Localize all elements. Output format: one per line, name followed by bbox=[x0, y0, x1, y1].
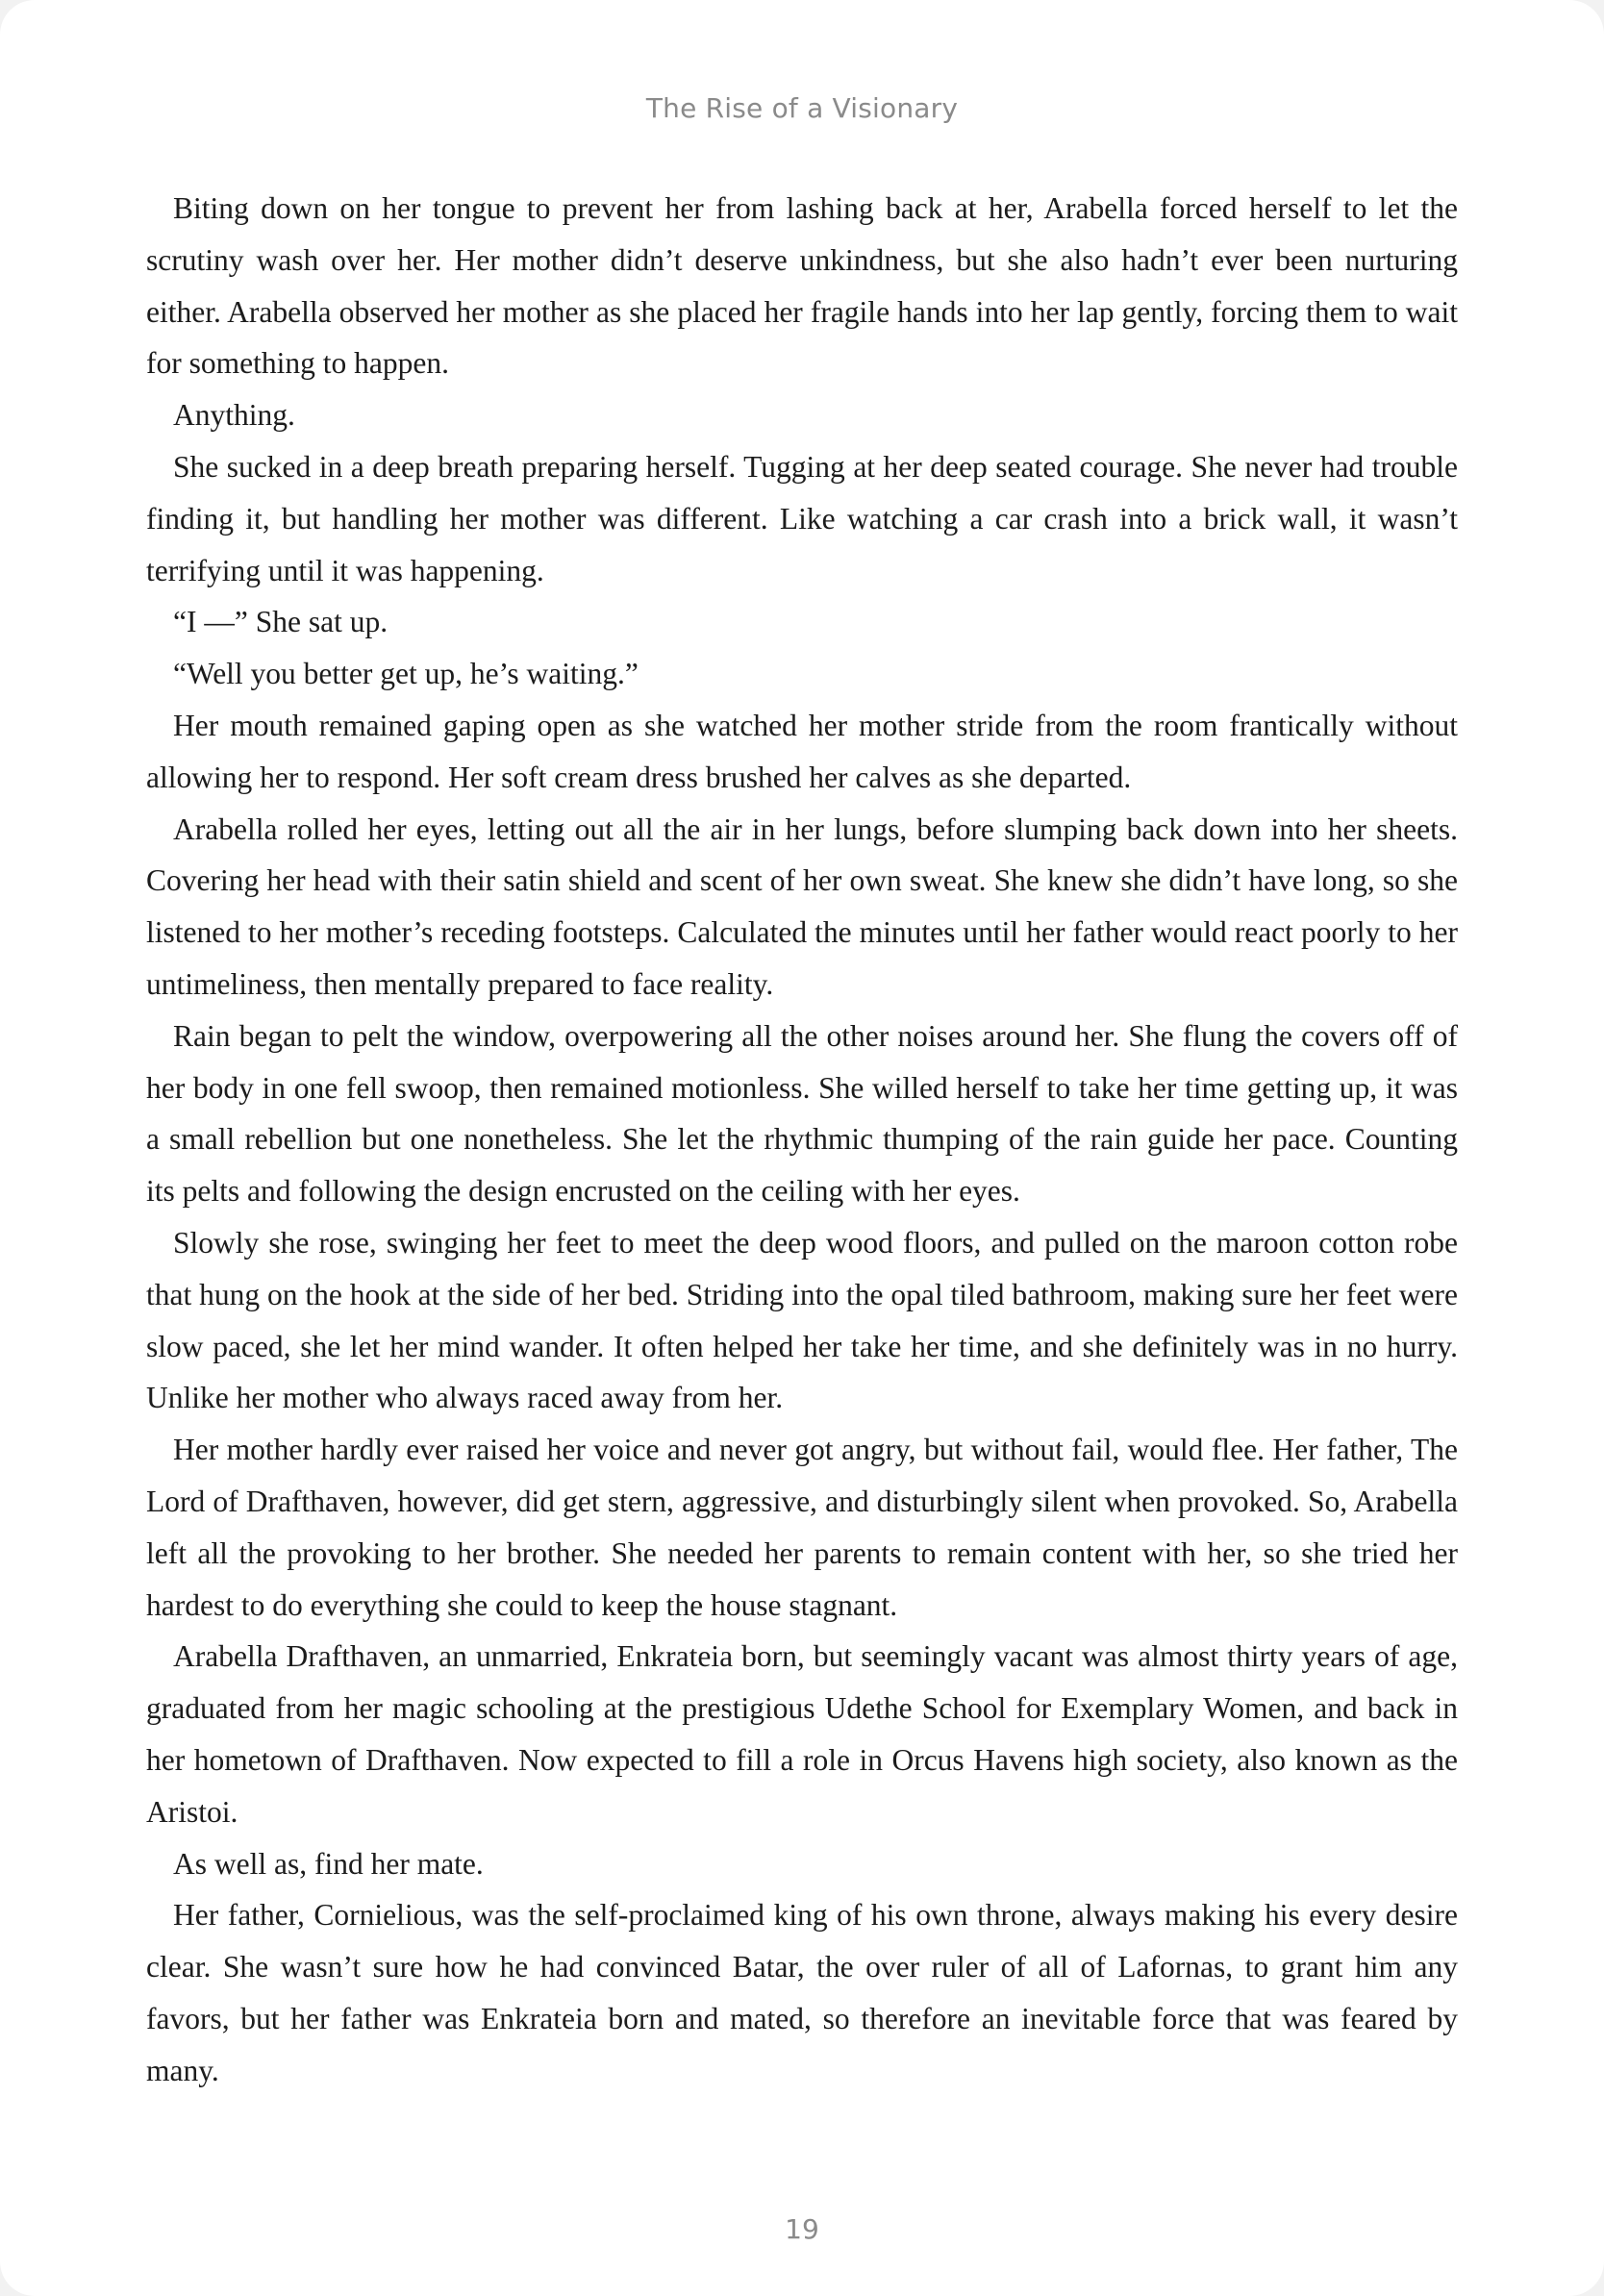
paragraph: Her mouth remained gaping open as she watched her mother stride from the room frantically without allowing her to respond. Her soft cream dress brushed her calves as she departed. bbox=[146, 708, 1458, 794]
paragraph: Arabella rolled her eyes, letting out all the air in her lungs, before slumping back down into her sheets. Covering her head with their satin shield and scent of her own sweat. She knew she didn’t have long, so she listened to her mother’s receding footsteps. Calculated the minutes until her father would react poorly to her untimeliness, then mentally prepared to face reality. bbox=[146, 811, 1458, 1001]
paragraph: “I —” She sat up. bbox=[173, 605, 388, 639]
running-header-title: The Rise of a Visionary bbox=[645, 92, 959, 124]
paragraph: Arabella Drafthaven, an unmarried, Enkrateia born, but seemingly vacant was almost thirty years of age, graduated from her magic schooling at the prestigious Udethe School for Exemplary Women, and back in her hometown of Drafthaven. Now expected to fill a role in Orcus Havens high society, also known as the Aristoi. bbox=[146, 1639, 1458, 1829]
paragraph: Slowly she rose, swinging her feet to meet the deep wood floors, and pulled on the maroon cotton robe that hung on the hook at the side of her bed. Striding into the opal tiled bathroom, making sure her feet were slow paced, she let her mind wander. It often helped her take her time, and she definitely was in no hurry. Unlike her mother who always raced away from her. bbox=[146, 1225, 1458, 1415]
paragraph: Her father, Cornielious, was the self-proclaimed king of his own throne, always making his every desire clear. She wasn’t sure how he had convinced Batar, the over ruler of all of Lafornas, to grant him any favors, but her father was Enkrateia born and mated, so therefore an inevitable force that was feared by many. bbox=[146, 1898, 1458, 2087]
paragraph: “Well you better get up, he’s waiting.” bbox=[173, 657, 639, 691]
paragraph: Biting down on her tongue to prevent her from lashing back at her, Arabella forced herself to let the scrutiny wash over her. Her mother didn’t deserve unkindness, but she also hadn’t ever been nurturing either. Arabella observed her mother as she placed her fragile hands into her lap gently, forcing them to wait for something to happen. bbox=[146, 191, 1458, 381]
paragraph: Anything. bbox=[173, 398, 295, 433]
paragraph: She sucked in a deep breath preparing herself. Tugging at her deep seated courage. She never had trouble finding it, but handling her mother was different. Like watching a car crash into a brick wall, it wasn’t terrifying until it was happening. bbox=[146, 449, 1458, 587]
paragraph: Rain began to pelt the window, overpowering all the other noises around her. She flung the covers off of her body in one fell swoop, then remained motionless. She willed herself to take her time getting up, it was a small rebellion but one nonetheless. She let the rhythmic thumping of the rain guide her pace. Counting its pelts and following the design encrusted on the ceiling with her eyes. bbox=[146, 1018, 1458, 1209]
paragraph: As well as, find her mate. bbox=[173, 1846, 484, 1881]
paragraph: Her mother hardly ever raised her voice and never got angry, but without fail, would flee. Her father, The Lord of Drafthaven, however, did get stern, aggressive, and disturbingly silent when provoked. So, Arabella left all the provoking to her brother. She needed her parents to remain content with her, so she tried her hardest to do everything she could to keep the house stagnant. bbox=[146, 1433, 1458, 1622]
page-body-text bbox=[146, 183, 1458, 2096]
page-number: 19 bbox=[785, 2213, 819, 2245]
